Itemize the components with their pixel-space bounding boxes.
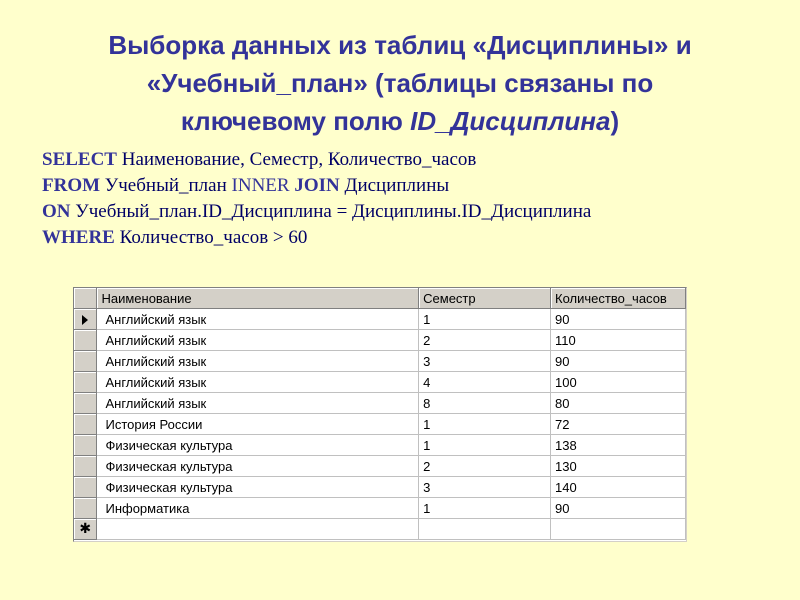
cell-hours[interactable]: 72	[551, 414, 686, 435]
table-row[interactable]	[74, 477, 686, 498]
cell-hours[interactable]	[551, 519, 686, 540]
grid-header-row	[74, 288, 686, 309]
sql-select-fields: Наименование, Семестр, Количество_часов	[116, 149, 477, 170]
title-line-2: «Учебный_план» (таблицы связаны по	[146, 68, 654, 98]
title-key-field: ID_Дисциплина	[410, 106, 611, 136]
cell-semester[interactable]: 3	[419, 477, 551, 498]
sql-query	[42, 147, 591, 251]
cell-semester[interactable]: 8	[419, 393, 551, 414]
sql-line-on	[42, 199, 591, 225]
cell-name[interactable]: Английский язык	[97, 351, 419, 372]
result-grid[interactable]	[73, 287, 687, 542]
sql-join-table: Дисциплины	[339, 175, 450, 196]
cell-name[interactable]: Физическая культура	[97, 435, 419, 456]
column-header-semester[interactable]: Семестр	[419, 288, 551, 309]
cell-hours[interactable]: 100	[551, 372, 686, 393]
row-selector[interactable]	[74, 351, 97, 372]
cell-hours[interactable]: 140	[551, 477, 686, 498]
cell-semester[interactable]: 1	[419, 414, 551, 435]
sql-keyword-on: ON	[42, 201, 71, 222]
cell-hours[interactable]: 90	[551, 351, 686, 372]
sql-line-where	[42, 225, 591, 251]
cell-name[interactable]: Английский язык	[97, 309, 419, 330]
cell-semester[interactable]: 4	[419, 372, 551, 393]
table-row[interactable]	[74, 498, 686, 519]
cell-name[interactable]: Английский язык	[97, 372, 419, 393]
sql-keyword-from: FROM	[42, 175, 101, 196]
row-selector[interactable]	[74, 498, 97, 519]
cell-name[interactable]: Информатика	[97, 498, 419, 519]
sql-keyword-inner: INNER	[231, 175, 290, 196]
row-selector[interactable]	[74, 372, 97, 393]
current-row-arrow-icon	[82, 315, 88, 325]
cell-semester[interactable]	[419, 519, 551, 540]
table-row[interactable]	[74, 414, 686, 435]
column-header-hours[interactable]: Количество_часов	[551, 288, 686, 309]
sql-from-table: Учебный_план	[100, 175, 232, 196]
result-table	[74, 288, 686, 540]
title-line-1: Выборка данных из таблиц «Дисциплины» и	[108, 30, 692, 60]
cell-semester[interactable]: 1	[419, 309, 551, 330]
sql-where-condition: Количество_часов > 60	[114, 227, 308, 248]
title-line-3-prefix: ключевому полю	[180, 106, 411, 136]
cell-hours[interactable]: 130	[551, 456, 686, 477]
title-line-3-suffix: )	[610, 106, 620, 136]
sql-line-select	[42, 147, 591, 173]
table-row[interactable]	[74, 456, 686, 477]
row-selector[interactable]	[74, 477, 97, 498]
row-selector[interactable]	[74, 330, 97, 351]
cell-name[interactable]: Физическая культура	[97, 477, 419, 498]
row-selector[interactable]	[74, 393, 97, 414]
cell-hours[interactable]: 90	[551, 309, 686, 330]
cell-semester[interactable]: 1	[419, 435, 551, 456]
sql-keyword-select: SELECT	[42, 149, 117, 170]
cell-semester[interactable]: 3	[419, 351, 551, 372]
cell-hours[interactable]: 138	[551, 435, 686, 456]
new-record-row[interactable]	[74, 519, 686, 540]
sql-join-condition: Учебный_план.ID_Дисциплина = Дисциплины.ID_Дисциплина	[70, 201, 592, 222]
row-selector[interactable]	[74, 414, 97, 435]
grid-corner-cell[interactable]	[74, 288, 97, 309]
cell-semester[interactable]: 2	[419, 330, 551, 351]
column-header-name[interactable]: Наименование	[97, 288, 419, 309]
row-selector[interactable]	[74, 519, 97, 540]
table-row[interactable]	[74, 330, 686, 351]
slide-title	[40, 26, 760, 140]
table-row[interactable]	[74, 372, 686, 393]
sql-keyword-where: WHERE	[42, 227, 115, 248]
new-row-asterisk-icon: ✱	[79, 521, 92, 537]
row-selector[interactable]	[74, 309, 97, 330]
cell-semester[interactable]: 2	[419, 456, 551, 477]
row-selector[interactable]	[74, 456, 97, 477]
cell-name[interactable]	[97, 519, 419, 540]
cell-semester[interactable]: 1	[419, 498, 551, 519]
table-row[interactable]	[74, 393, 686, 414]
title-line-3	[40, 102, 760, 140]
sql-keyword-join: JOIN	[294, 175, 340, 196]
cell-hours[interactable]: 90	[551, 498, 686, 519]
cell-name[interactable]: Физическая культура	[97, 456, 419, 477]
cell-name[interactable]: Английский язык	[97, 393, 419, 414]
cell-hours[interactable]: 110	[551, 330, 686, 351]
sql-line-from	[42, 173, 591, 199]
cell-name[interactable]: Английский язык	[97, 330, 419, 351]
table-row[interactable]	[74, 351, 686, 372]
table-row[interactable]	[74, 435, 686, 456]
table-row[interactable]	[74, 309, 686, 330]
row-selector[interactable]	[74, 435, 97, 456]
cell-name[interactable]: История России	[97, 414, 419, 435]
cell-hours[interactable]: 80	[551, 393, 686, 414]
